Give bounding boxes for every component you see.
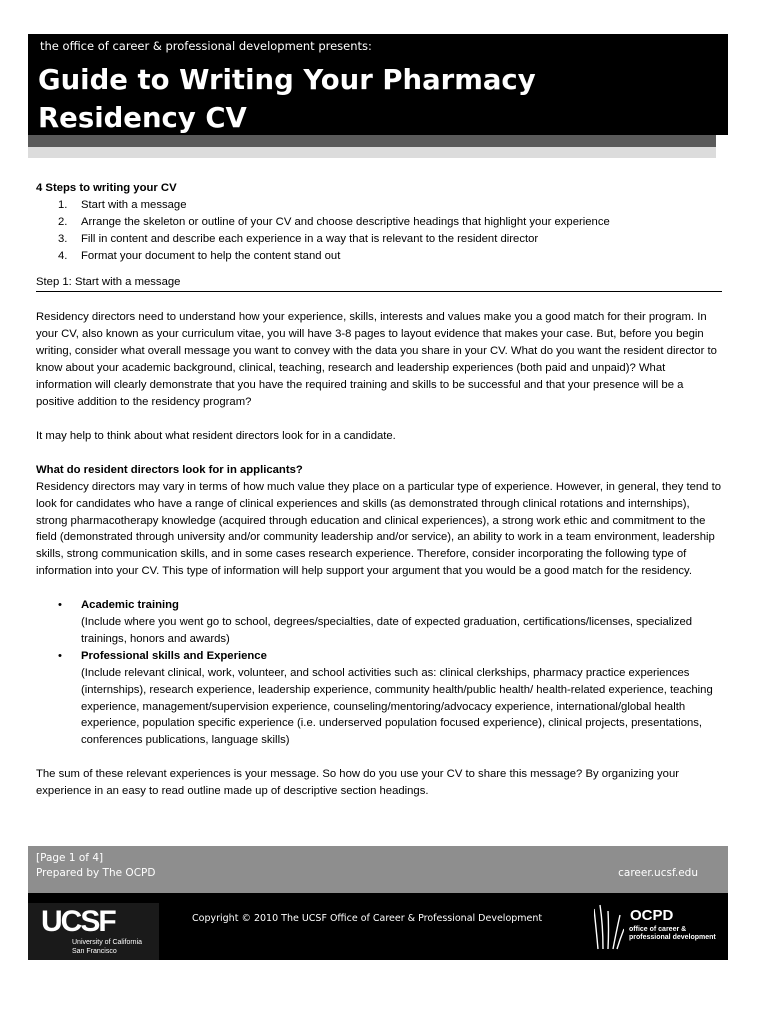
step1-heading: Step 1: Start with a message [36, 274, 722, 293]
ucsf-logo-box [28, 903, 159, 960]
header-banner [28, 34, 728, 135]
title-line-2: Residency CV [38, 102, 247, 134]
ucsf-logo: UCSF [41, 905, 115, 938]
page-title [38, 61, 536, 137]
prepared-by: Prepared by The OCPD [36, 867, 156, 879]
directors-answer-paragraph: Residency directors may vary in terms of how much value they place on a particular type of experience. However, in general, they tend to look for candidates who have a range of clinical experiences and skills (as demonstrated through clinical rotations and internships), strong pharmacotherapy knowledge (acquired through education and clinical experiences), a strong work ethic and commitment to the field (demonstrated through university and/or community leadership and/or service), an ability to work in a team environment, leadership skills, strong communication skills, and in some cases research experience. Therefore, consider incorporating the following type of information into your CV. This type of information will help support your argument that you would be a good match for the residency. [36, 480, 722, 578]
bullet-item [36, 648, 722, 749]
ucsf-sub-line-2: San Francisco [72, 948, 117, 955]
footer-band [28, 846, 728, 893]
spacer [36, 411, 722, 428]
document-page [28, 34, 728, 960]
spacer [36, 580, 722, 597]
ocpd-sub-line-1: office of career & [629, 926, 687, 933]
step-item [36, 214, 722, 231]
step-item [36, 197, 722, 214]
ocpd-grass-icon [594, 903, 624, 951]
bullet-symbol: • [58, 649, 62, 662]
step-text: Fill in content and describe each experience in a way that is relevant to the resident director [81, 232, 539, 245]
ocpd-logo-subtitle [629, 926, 716, 942]
footer-url-link[interactable]: career.ucsf.edu [618, 867, 698, 879]
copyright-text: Copyright © 2010 The UCSF Office of Career & Professional Development [192, 913, 543, 924]
steps-heading: 4 Steps to writing your CV [36, 182, 177, 194]
ocpd-logo-name: OCPD [630, 907, 674, 924]
bullet-symbol: • [58, 599, 62, 612]
header-divider-light [28, 147, 716, 158]
step-text: Arrange the skeleton or outline of your CV and choose descriptive headings that highlight your experience [81, 215, 610, 228]
step-number: 2. [58, 215, 68, 228]
step-item [36, 248, 722, 265]
bullet-detail: (Include relevant clinical, work, volunteer, and school activities such as: clinical clerkships, pharmacy practice experiences (internships), research experience, leadership experience, community health/public health/ health-related experience, teaching experience, management/supervision experience, counseling/mentoring/advocacy experience, international/global health experience, population specific experience (i.e. underserved population focused experience), clinical projects, presentations, conferences publications, language skills) [81, 666, 713, 747]
ucsf-logo-subtitle [72, 938, 142, 956]
bullet-title: Professional skills and Experience [81, 649, 267, 662]
footer-bottom [28, 893, 728, 960]
summary-paragraph: The sum of these relevant experiences is your message. So how do you use your CV to share this message? By organizing your experience in an easy to read outline made up of descriptive section headings. [36, 768, 680, 798]
header-divider-dark [28, 135, 716, 147]
spacer [36, 445, 722, 462]
ucsf-sub-line-1: University of California [72, 939, 143, 946]
title-line-1: Guide to Writing Your Pharmacy [38, 64, 536, 96]
think-paragraph: It may help to think about what resident directors look for in a candidate. [36, 429, 396, 442]
bullet-title: Academic training [81, 599, 179, 612]
spacer [36, 749, 722, 766]
step-text: Format your document to help the content stand out [81, 249, 341, 262]
step-item [36, 231, 722, 248]
document-body [36, 180, 722, 800]
step-text: Start with a message [81, 198, 187, 211]
step-number: 4. [58, 249, 68, 262]
directors-question: What do resident directors look for in applicants? [36, 463, 303, 476]
footer-left [36, 851, 155, 881]
bullet-item [36, 597, 722, 648]
ocpd-sub-line-2: professional development [629, 934, 716, 941]
presenter-line: the office of career & professional development presents: [40, 39, 372, 53]
bullet-detail: (Include where you went go to school, degrees/specialties, date of expected graduation, certifications/licenses, specialized trainings, honors and awards) [81, 616, 693, 645]
experience-bullets [36, 597, 722, 749]
step1-intro-paragraph: Residency directors need to understand how your experience, skills, interests and values make you a good match for their program. In your CV, also known as your curriculum vitae, you will have 3-8 pages to layout evidence that makes your case. But, before you begin writing, consider what overall message you want to convey with the data you share in your CV. What do you want the resident director to know about your academic background, clinical, teaching, research and leadership experiences (both paid and unpaid)? What information will clearly demonstrate that you have the required training and skills to be successful and that your presence will be a positive addition to the residency program? [36, 311, 717, 408]
page-number: [Page 1 of 4] [36, 852, 104, 864]
step-number: 1. [58, 198, 68, 211]
step-number: 3. [58, 232, 68, 245]
steps-list [36, 197, 722, 265]
spacer [36, 292, 722, 309]
